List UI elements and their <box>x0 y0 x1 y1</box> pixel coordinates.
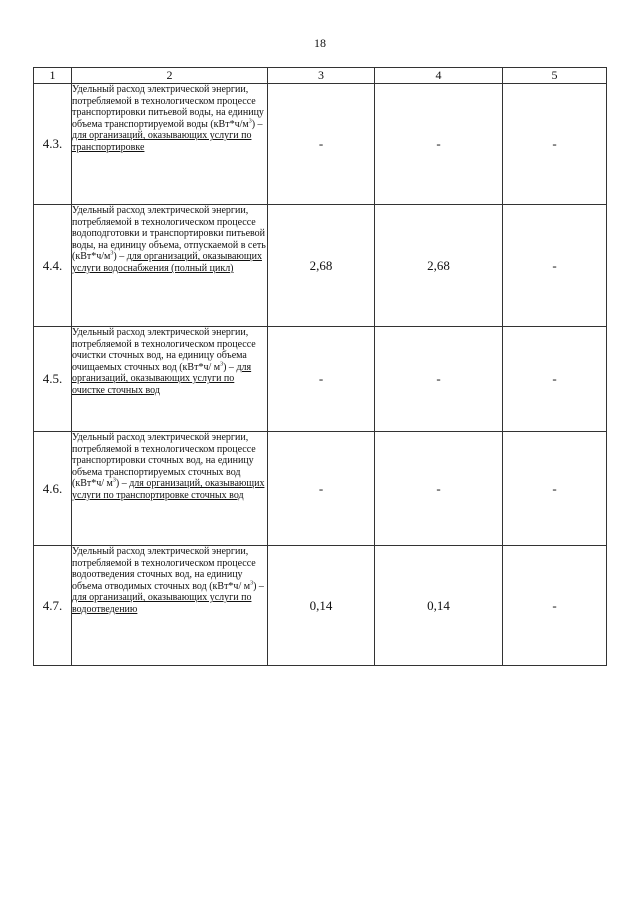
row-description <box>72 432 268 546</box>
description-underlined: для организаций, оказывающих услуги по водоотведению <box>72 592 252 615</box>
col-header-4: 4 <box>375 68 503 84</box>
cell-col-5: - <box>503 327 607 432</box>
description-text: Удельный расход электрической энергии, потребляемой в технологическом процессе водоотведения сточных вод, на единицу объема отводимых сточных вод (кВт*ч/ м <box>72 546 256 592</box>
row-number: 4.5. <box>34 327 72 432</box>
superscript: 3 <box>110 251 114 258</box>
indicators-table <box>33 67 607 666</box>
col-header-2: 2 <box>72 68 268 84</box>
description-text: Удельный расход электрической энергии, потребляемой в технологическом процессе очистки сточных вод, на единицу объема очищаемых сточных вод (кВт*ч/ м <box>72 327 256 373</box>
row-description <box>72 205 268 327</box>
description-text-tail: ) – <box>253 580 264 592</box>
header-row <box>34 68 607 84</box>
table-row <box>34 432 607 546</box>
cell-col-4: 2,68 <box>375 205 503 327</box>
cell-col-4: 0,14 <box>375 546 503 666</box>
row-number: 4.3. <box>34 84 72 205</box>
table-row <box>34 84 607 205</box>
cell-col-3: - <box>268 327 375 432</box>
cell-col-5: - <box>503 432 607 546</box>
description-text-tail: ) – <box>223 361 237 373</box>
cell-col-3: 0,14 <box>268 546 375 666</box>
superscript: 3 <box>220 361 224 368</box>
description-underlined: для организаций, оказывающих услуги водоснабжения (полный цикл) <box>72 251 262 274</box>
superscript: 3 <box>112 478 116 485</box>
cell-col-4: - <box>375 327 503 432</box>
cell-col-5: - <box>503 84 607 205</box>
cell-col-5: - <box>503 205 607 327</box>
row-description <box>72 84 268 205</box>
col-header-5: 5 <box>503 68 607 84</box>
description-underlined: для организаций, оказывающих услуги по очистке сточных вод <box>72 361 252 396</box>
row-description <box>72 546 268 666</box>
row-description <box>72 327 268 432</box>
superscript: 3 <box>250 580 254 587</box>
cell-col-3: - <box>268 432 375 546</box>
table-row <box>34 205 607 327</box>
cell-col-4: - <box>375 84 503 205</box>
description-underlined: для организаций, оказывающих услуги по транспортировке <box>72 130 252 153</box>
row-number: 4.6. <box>34 432 72 546</box>
cell-col-5: - <box>503 546 607 666</box>
cell-col-4: - <box>375 432 503 546</box>
description-text: Удельный расход электрической энергии, потребляемой в технологическом процессе транспортировки сточных вод, на единицу объема транспортируемых сточных вод (кВт*ч/ м <box>72 432 256 490</box>
description-text-tail: ) – <box>115 478 130 490</box>
description-text: Удельный расход электрической энергии, потребляемой в технологическом процессе транспортировки питьевой воды, на единицу объема транспортируемой воды (кВт*ч/м <box>72 84 264 130</box>
description-text: Удельный расход электрической энергии, потребляемой в технологическом процессе водоподготовки и транспортировки питьевой воды, на единицу объема, отпускаемой в сеть (кВт*ч/м <box>72 205 266 263</box>
row-number: 4.7. <box>34 546 72 666</box>
table-row <box>34 546 607 666</box>
superscript: 3 <box>248 118 252 125</box>
row-number: 4.4. <box>34 205 72 327</box>
cell-col-3: - <box>268 84 375 205</box>
cell-col-3: 2,68 <box>268 205 375 327</box>
table-row <box>34 327 607 432</box>
description-underlined: для организаций, оказывающих услуги по транспортировке сточных вод <box>72 478 265 501</box>
description-text-tail: ) – <box>113 251 127 263</box>
description-text-tail: ) – <box>251 118 263 130</box>
page-number: 18 <box>314 36 326 50</box>
col-header-3: 3 <box>268 68 375 84</box>
col-header-1: 1 <box>34 68 72 84</box>
